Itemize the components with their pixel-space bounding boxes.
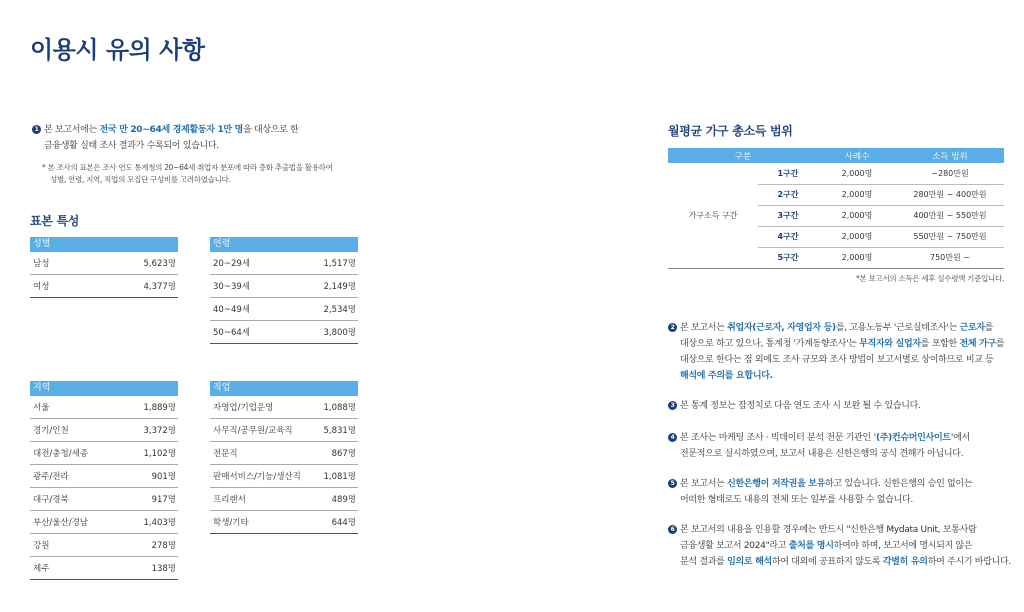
table-row: 학생/기타 644명 xyxy=(210,511,358,534)
note-2: 2 본 보고서는 취업자(근로자, 자영업자 등)를, 고용노동부 '근로실태조사'는 근로자를 대상으로 하고 있으나, 통계청 '가계동향조사'는 무직자와 실업자를 포함한 전체 가구를 대상으로 한다는 점 외에도 조사 규모와 조사 방법이 보고서별로 상이하므로 비교 등 해석에 주의를 요합니다. xyxy=(668,320,1004,384)
table-row: 대구/경북 917명 xyxy=(30,488,178,511)
table-row: 30~39세 2,149명 xyxy=(210,275,358,298)
region-table xyxy=(30,381,178,580)
table-row: 자영업/기업운영 1,088명 xyxy=(210,396,358,419)
note-6: 6 본 보고서의 내용을 인용할 경우에는 반드시 "신한은행 Mydata Unit, 보통사람 금융생활 보고서 2024"라고 출처를 명시하여야 하며, 보고서에 명시되지 않은 분석 결과를 임의로 해석하여 대외에 공표하지 않도록 각별히 유의하여 주시기 바랍니다. xyxy=(668,522,1011,570)
table-row: 4구간 2,000명 550만원 ~ 750만원 xyxy=(668,226,1004,247)
table-header: 직업 xyxy=(210,381,358,396)
table-row: 부산/울산/경남 1,403명 xyxy=(30,511,178,534)
table-row: 광주/전라 901명 xyxy=(30,465,178,488)
note-number-badge: 6 xyxy=(668,525,677,534)
income-footnote: *본 보고서의 소득은 세후 실수령액 기준입니다. xyxy=(856,274,1004,283)
note-number-badge: 3 xyxy=(668,401,677,410)
note-number-badge: 1 xyxy=(32,125,41,134)
table-row: 2구간 2,000명 280만원 ~ 400만원 xyxy=(668,184,1004,205)
age-table xyxy=(210,237,358,344)
column-header: 소득 범위 xyxy=(896,148,1004,163)
column-header: 사례수 xyxy=(818,148,896,163)
table-row: 강원 278명 xyxy=(30,534,178,557)
table-row: 사무직/공무원/교육직 5,831명 xyxy=(210,419,358,442)
note-1: 1 본 보고서에는 전국 만 20~64세 경제활동자 1만 명을 대상으로 한 금융생활 실태 조사 결과가 수록되어 있습니다. xyxy=(32,122,299,154)
table-header: 지역 xyxy=(30,381,178,396)
table-row: 대전/충청/세종 1,102명 xyxy=(30,442,178,465)
column-header: 구분 xyxy=(668,148,818,163)
table-header: 성별 xyxy=(30,237,178,252)
table-row: 50~64세 3,800명 xyxy=(210,321,358,344)
sample-footnote: * 본 조사의 표본은 조사 연도 통계청의 20~64세 취업자 분포에 따라 층화 추출법을 활용하여 성별, 연령, 지역, 직업의 모집단 구성비를 고려하였습니다. xyxy=(42,163,333,184)
table-row: 40~49세 2,534명 xyxy=(210,298,358,321)
table-header: 연령 xyxy=(210,237,358,252)
table-row: 20~29세 1,517명 xyxy=(210,252,358,275)
table-row: 3구간 2,000명 400만원 ~ 550만원 xyxy=(668,205,1004,226)
gender-table xyxy=(30,237,178,298)
table-row: 판매서비스/기능/생산직 1,081명 xyxy=(210,465,358,488)
job-table xyxy=(210,381,358,534)
table-row: 프리랜서 489명 xyxy=(210,488,358,511)
table-row: 남성 5,623명 xyxy=(30,252,178,275)
table-row: 가구소득 구간 1구간 2,000명 ~280만원 xyxy=(668,163,1004,184)
table-row: 전문직 867명 xyxy=(210,442,358,465)
income-table xyxy=(668,148,1004,269)
note-4: 4 본 조사는 마케팅 조사 · 빅데이터 분석 전문 기관인 '(주)컨슈머인사이트'에서 전문적으로 실시하였으며, 보고서 내용은 신한은행의 공식 견해가 아닙니다. xyxy=(668,430,970,462)
note-number-badge: 4 xyxy=(668,433,677,442)
note-number-badge: 2 xyxy=(668,323,677,332)
page-title: 이용시 유의 사항 xyxy=(30,36,205,64)
note-5: 5 본 보고서는 신한은행이 저작권을 보유하고 있습니다. 신한은행의 승인 없이는 어떠한 형태로도 내용의 전체 또는 일부를 사용할 수 없습니다. xyxy=(668,476,972,508)
table-row: 경기/인천 3,372명 xyxy=(30,419,178,442)
table-row: 5구간 2,000명 750만원 ~ xyxy=(668,247,1004,268)
sample-section-title: 표본 특성 xyxy=(30,214,80,228)
income-section-title: 월평균 가구 총소득 범위 xyxy=(668,124,793,138)
table-row: 여성 4,377명 xyxy=(30,275,178,298)
table-row: 서울 1,889명 xyxy=(30,396,178,419)
table-row: 제주 138명 xyxy=(30,557,178,580)
note-number-badge: 5 xyxy=(668,479,677,488)
note-3: 3 본 통계 정보는 잠정치로 다음 연도 조사 시 보완 될 수 있습니다. xyxy=(668,398,921,414)
income-group-label: 가구소득 구간 xyxy=(668,163,758,268)
